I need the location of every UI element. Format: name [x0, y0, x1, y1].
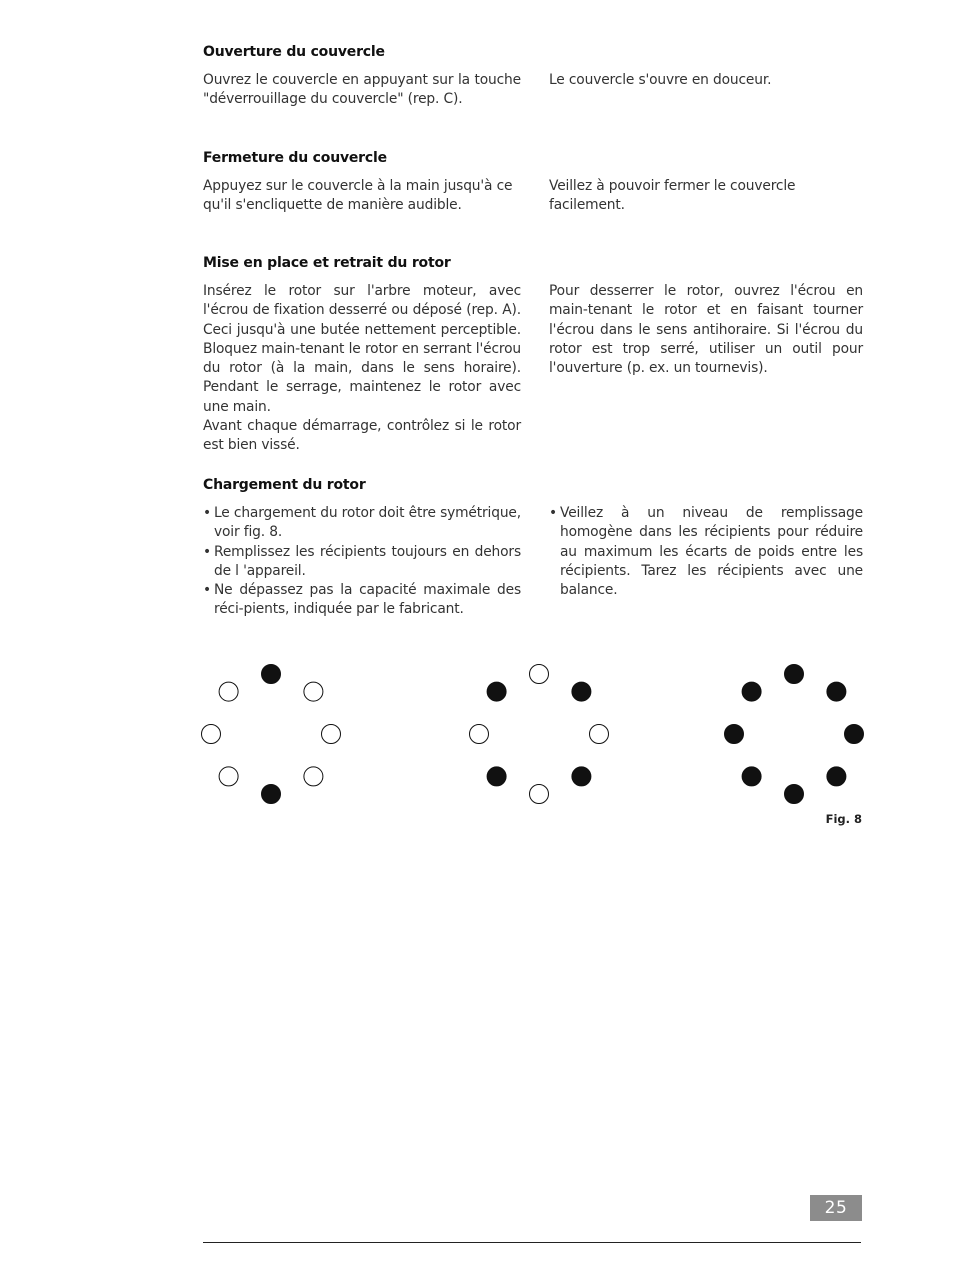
- left-column: [203, 177, 521, 216]
- loaded-tube-position: [487, 682, 506, 701]
- section-title: Chargement du rotor: [203, 477, 366, 493]
- empty-tube-position: [202, 725, 221, 744]
- empty-tube-position: [219, 682, 238, 701]
- paragraph: Appuyez sur le couvercle à la main jusqu'à ce qu'il s'encliquette de manière audible.: [203, 178, 513, 214]
- paragraph: Insérez le rotor sur l'arbre moteur, avec l'écrou de fixation desserré ou déposé (rep. A). Ceci jusqu'à une butée nettement perceptible. Bloquez main-tenant le rotor en serrant l'écrou du rotor (à la main, dans le sens horaire). Pendant le serrage, maintenez le rotor avec une main.: [203, 283, 521, 415]
- rotor-diagram: [202, 665, 341, 804]
- right-column: [549, 504, 863, 600]
- loaded-tube-position: [785, 785, 804, 804]
- loaded-tube-position: [742, 767, 761, 786]
- left-column: [203, 282, 521, 456]
- paragraph: Le couvercle s'ouvre en douceur.: [549, 72, 772, 88]
- paragraph: Pour desserrer le rotor, ouvrez l'écrou en main-tenant le rotor et en faisant tourner l'écrou dans le sens antihoraire. Si l'écrou du rotor est trop serré, utiliser un outil pour l'ouverture (p. ex. un tournevis).: [549, 283, 863, 377]
- paragraph: Veillez à pouvoir fermer le couvercle facilement.: [549, 178, 796, 214]
- empty-tube-position: [530, 665, 549, 684]
- right-column: [549, 71, 863, 90]
- section-lid-opening: [203, 44, 863, 114]
- loaded-tube-position: [262, 665, 281, 684]
- left-column: [203, 71, 521, 110]
- page-number: 25: [810, 1195, 862, 1221]
- loaded-tube-position: [572, 682, 591, 701]
- section-title: Ouverture du couvercle: [203, 44, 385, 60]
- loaded-tube-position: [487, 767, 506, 786]
- loaded-tube-position: [845, 725, 864, 744]
- loaded-tube-position: [262, 785, 281, 804]
- loaded-tube-position: [785, 665, 804, 684]
- rotor-loading-figure: [196, 660, 876, 810]
- list-item: • Veillez à un niveau de remplissage homogène dans les récipients pour réduire au maximum les écarts de poids entre les récipients. Tarez les récipients avec une balance.: [549, 504, 863, 600]
- paragraph: Avant chaque démarrage, contrôlez si le rotor est bien vissé.: [203, 418, 521, 454]
- section-title: Fermeture du couvercle: [203, 150, 387, 166]
- left-column: [203, 504, 521, 620]
- figure-label: Fig. 8: [825, 812, 862, 826]
- list-item: • Ne dépassez pas la capacité maximale des réci-pients, indiquée par le fabricant.: [203, 581, 521, 620]
- list-item: • Remplissez les récipients toujours en dehors de l 'appareil.: [203, 543, 521, 582]
- empty-tube-position: [470, 725, 489, 744]
- empty-tube-position: [530, 785, 549, 804]
- paragraph: Ouvrez le couvercle en appuyant sur la touche "déverrouillage du couvercle" (rep. C).: [203, 72, 521, 108]
- empty-tube-position: [219, 767, 238, 786]
- rotor-diagram: [725, 665, 864, 804]
- loaded-tube-position: [725, 725, 744, 744]
- right-column: [549, 282, 863, 378]
- rotor-diagram: [470, 665, 609, 804]
- section-lid-closing: [203, 150, 863, 220]
- section-rotor-mounting: [203, 255, 863, 454]
- list-item: • Le chargement du rotor doit être symétrique, voir fig. 8.: [203, 504, 521, 543]
- empty-tube-position: [322, 725, 341, 744]
- loaded-tube-position: [572, 767, 591, 786]
- footer-rule: [203, 1242, 861, 1243]
- loaded-tube-position: [742, 682, 761, 701]
- empty-tube-position: [304, 682, 323, 701]
- empty-tube-position: [304, 767, 323, 786]
- section-rotor-loading: [203, 477, 863, 627]
- loaded-tube-position: [827, 767, 846, 786]
- right-column: [549, 177, 863, 216]
- empty-tube-position: [590, 725, 609, 744]
- section-title: Mise en place et retrait du rotor: [203, 255, 451, 271]
- loaded-tube-position: [827, 682, 846, 701]
